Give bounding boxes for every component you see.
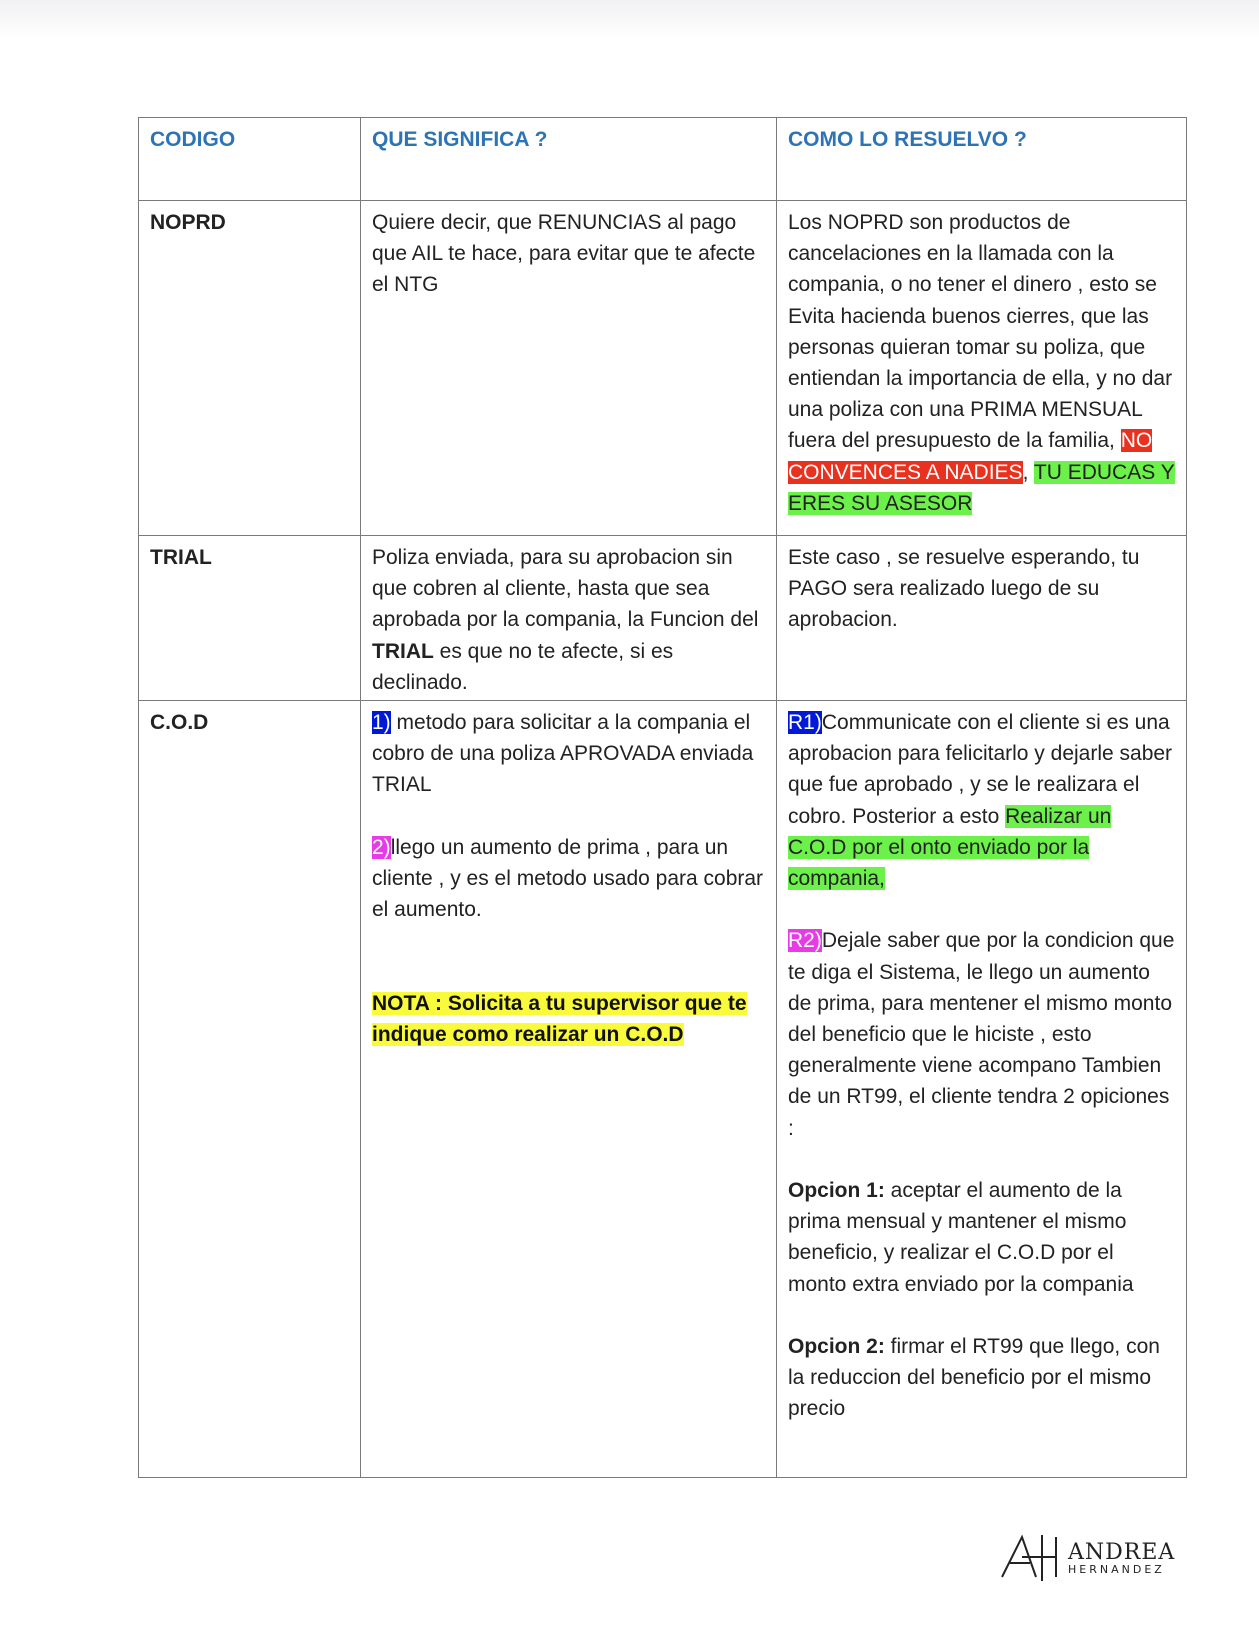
- meaning-bold: TRIAL: [372, 639, 434, 663]
- option-2-text: firmar el RT99 que llego, con la reduccion del beneficio por el mismo precio: [788, 1335, 1160, 1421]
- brand-logo: [1000, 1533, 1175, 1583]
- meaning-cell: [361, 536, 777, 701]
- highlight-green: Realizar un C.O.D por el onto enviado por la compania,: [788, 804, 1112, 891]
- code-cell: C.O.D: [139, 701, 361, 1478]
- highlight-green: TU EDUCAS Y ERES SU ASESOR: [788, 460, 1175, 515]
- table-row: [139, 536, 1187, 701]
- page-edge-shade: [0, 0, 1259, 40]
- meaning-cell: [361, 701, 777, 1478]
- tag-r1: R1): [788, 711, 822, 735]
- header-significado: QUE SIGNIFICA ?: [361, 118, 777, 201]
- solution-cell: [777, 201, 1187, 536]
- meaning-text: Poliza enviada, para su aprobacion sin que cobren al cliente, hasta que sea aprobada por la compania, la Funcion del: [372, 546, 759, 632]
- solution-cell: Este caso , se resuelve esperando, tu PAGO sera realizado luego de su aprobacion.: [777, 536, 1187, 701]
- codes-table: [138, 117, 1187, 1478]
- option-1-label: Opcion 1:: [788, 1179, 885, 1203]
- header-resolucion: COMO LO RESUELVO ?: [777, 118, 1187, 201]
- tag-1: 1): [372, 711, 391, 735]
- option-1-text: aceptar el aumento de la prima mensual y mantener el mismo beneficio, y realizar el C.O.D por el monto extra enviado por la compania: [788, 1179, 1134, 1296]
- logo-name: ANDREA: [1068, 1539, 1176, 1565]
- solution-text: Los NOPRD son productos de cancelaciones en la llamada con la compania, o no tener el dinero , esto se Evita hacienda buenos cierres, que las personas quieran tomar su poliza, que entiendan la importancia de ella, y no dar una poliza con una PRIMA MENSUAL fuera del presupuesto de la familia,: [788, 211, 1173, 453]
- table-row: [139, 701, 1187, 1478]
- highlight-red: NO CONVENCES A NADIES: [788, 429, 1153, 484]
- option-2-label: Opcion 2:: [788, 1335, 885, 1359]
- solution-cell: [777, 701, 1187, 1478]
- nota-highlight: NOTA : Solicita a tu supervisor que te indique como realizar un C.O.D: [372, 991, 747, 1046]
- meaning-cell: Quiere decir, que RENUNCIAS al pago que AIL te hace, para evitar que te afecte el NTG: [361, 201, 777, 536]
- tag-2: 2): [372, 835, 391, 859]
- meaning-text: llego un aumento de prima , para un cliente , y es el metodo usado para cobrar el aumento.: [372, 835, 764, 922]
- table-row: [139, 201, 1187, 536]
- solution-text: Communicate con el cliente si es una aprobacion para felicitarlo y dejarle saber que fue aprobado , y se le realizara el cobro. Posterior a esto: [788, 711, 1173, 828]
- logo-surname: HERNANDEZ: [1068, 1562, 1165, 1576]
- separator: ,: [1022, 460, 1029, 484]
- tag-r2: R2): [788, 929, 822, 953]
- solution-text: Dejale saber que por la condicion que te diga el Sistema, le llego un aumento de prima, para mentener el mismo monto del beneficio que le hiciste , esto generalmente viene acompano Tambien de un RT99, el cliente tendra 2 opiciones :: [788, 929, 1175, 1140]
- header-codigo: CODIGO: [139, 118, 361, 201]
- code-cell: TRIAL: [139, 536, 361, 701]
- table-header-row: [139, 118, 1187, 201]
- logo-mark-icon: [1000, 1533, 1058, 1583]
- code-cell: NOPRD: [139, 201, 361, 536]
- meaning-text: es que no te afecte, si es declinado.: [372, 639, 674, 694]
- meaning-text: metodo para solicitar a la compania el cobro de una poliza APROVADA enviada TRIAL: [372, 711, 754, 797]
